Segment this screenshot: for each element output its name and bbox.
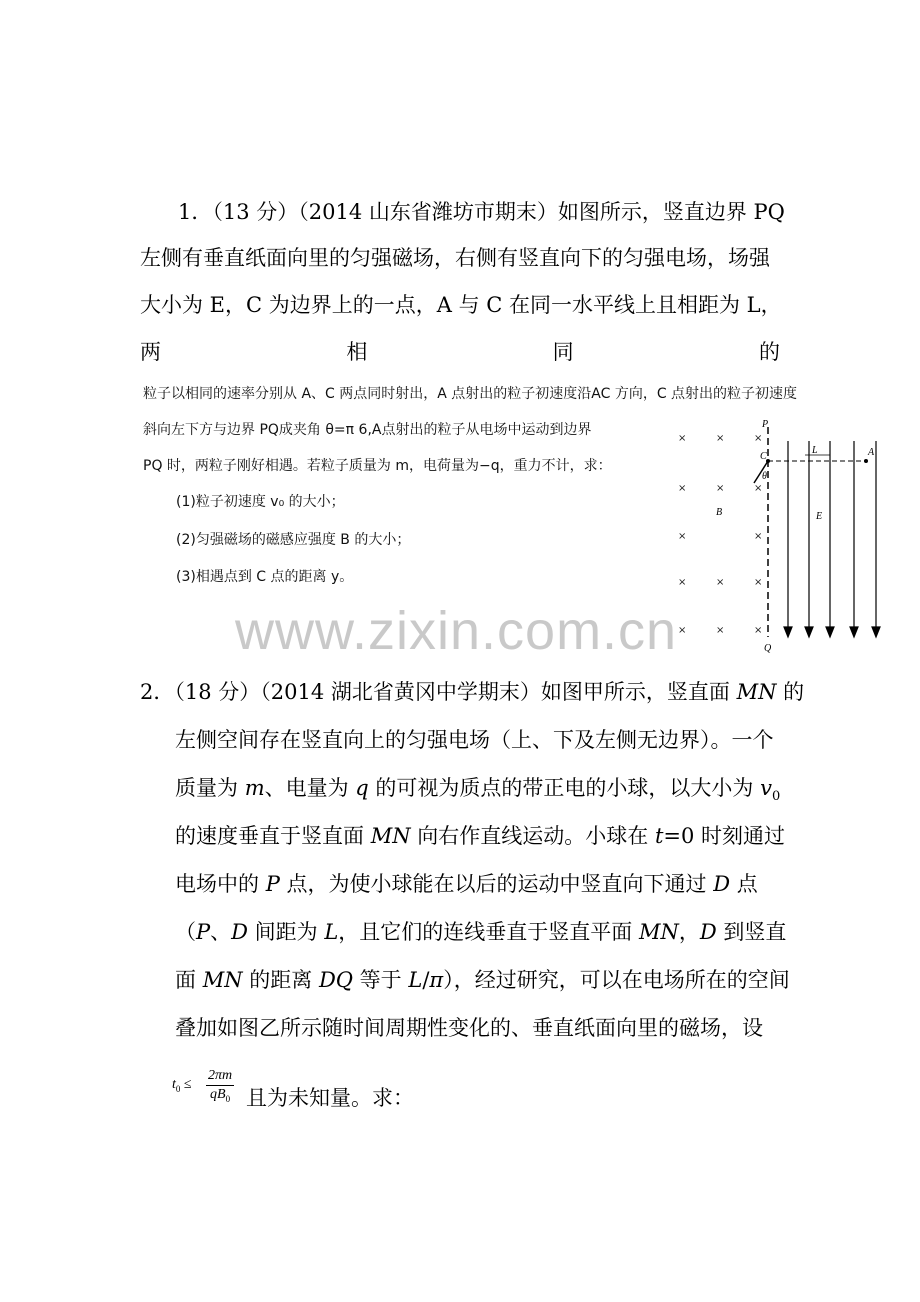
label-theta: θ (762, 471, 767, 482)
svg-text:×: × (754, 483, 763, 494)
label-l: L (812, 445, 818, 456)
point-a (864, 459, 868, 463)
label-p: P (762, 419, 769, 430)
q2-line-3: 质量为 m、电量为 q 的可视为质点的带正电的小球，以大小为 $v_0$ (175, 776, 781, 805)
svg-text:×: × (754, 531, 763, 542)
svg-text:×: × (716, 625, 725, 636)
q2-line-9-tail: 且为未知量。求： (246, 1086, 414, 1110)
magnetic-field-crosses (678, 433, 762, 636)
q1-spread-char: 的 (758, 340, 780, 364)
electric-field-lines (784, 441, 880, 637)
svg-text:×: × (678, 433, 687, 444)
q1-line-3: 大小为 E，C 为边界上的一点，A 与 C 在同一水平线上且相距为 L， (140, 293, 782, 317)
svg-text:×: × (716, 577, 725, 588)
svg-text:×: × (678, 483, 687, 494)
watermark: www.zixin.com.cn (235, 601, 678, 661)
q2-line-8: 叠加如图乙所示随时间周期性变化的、垂直纸面向里的磁场，设 (175, 1016, 763, 1040)
q1-spread-char: 两 (140, 340, 161, 364)
q1-sub-question-1: (1)粒子初速度 v₀ 的大小； (176, 494, 345, 510)
label-c: C (760, 451, 767, 462)
q1-scan-line-3: PQ 时，两粒子刚好相遇。若粒子质量为 m，电荷量为−q，重力不计，求： (143, 458, 612, 474)
q1-line-4 (140, 338, 780, 366)
label-e: E (816, 511, 823, 522)
q1-line-2: 左侧有垂直纸面向里的匀强磁场，右侧有竖直向下的匀强电场，场强 (140, 246, 770, 270)
q1-sub-question-3: (3)相遇点到 C 点的距离 y。 (176, 569, 354, 585)
q1-line-1: 1．（13 分）（2014 山东省潍坊市期末）如图所示，竖直边界 PQ (178, 200, 785, 224)
q1-field-figure (670, 415, 890, 655)
q2-line-6: （P、D 间距为 L，且它们的连线垂直于竖直平面 MN，D 到竖直 (175, 920, 787, 944)
svg-text:×: × (716, 433, 725, 444)
q2-line-1: 2．（18 分）（2014 湖北省黄冈中学期末）如图甲所示，竖直面 MN 的 (140, 680, 805, 704)
label-a: A (868, 447, 875, 458)
svg-text:×: × (754, 433, 763, 444)
q2-line-4: 的速度垂直于竖直面 MN 向右作直线运动。小球在 t=0 时刻通过 (175, 824, 786, 848)
svg-text:×: × (678, 531, 687, 542)
svg-text:×: × (678, 577, 687, 588)
label-q: Q (764, 643, 772, 654)
q1-scan-line-2: 斜向左下方与边界 PQ成夹角 θ=π 6,A点射出的粒子从电场中运动到边界 (143, 422, 592, 438)
q1-spread-char: 同 (552, 340, 574, 364)
q2-line-2: 左侧空间存在竖直向上的匀强电场（上、下及左侧无边界）。一个 (175, 728, 774, 752)
svg-text:×: × (754, 577, 763, 588)
q1-sub-question-2: (2)匀强磁场的磁感应强度 B 的大小； (176, 532, 411, 548)
label-b: B (716, 507, 723, 518)
q2-line-5: 电场中的 P 点，为使小球能在以后的运动中竖直向下通过 D 点 (175, 872, 758, 896)
q2-line-7: 面 MN 的距离 DQ 等于 L/π），经过研究，可以在电场所在的空间 (175, 968, 790, 992)
q1-spread-char: 相 (346, 340, 368, 364)
svg-text:×: × (678, 625, 687, 636)
q1-scan-line-1: 粒子以相同的速率分别从 A、C 两点同时射出，A 点射出的粒子初速度沿AC 方向，C 点射出的粒子初速度 (143, 386, 798, 402)
svg-text:×: × (754, 625, 763, 636)
svg-text:×: × (716, 483, 725, 494)
